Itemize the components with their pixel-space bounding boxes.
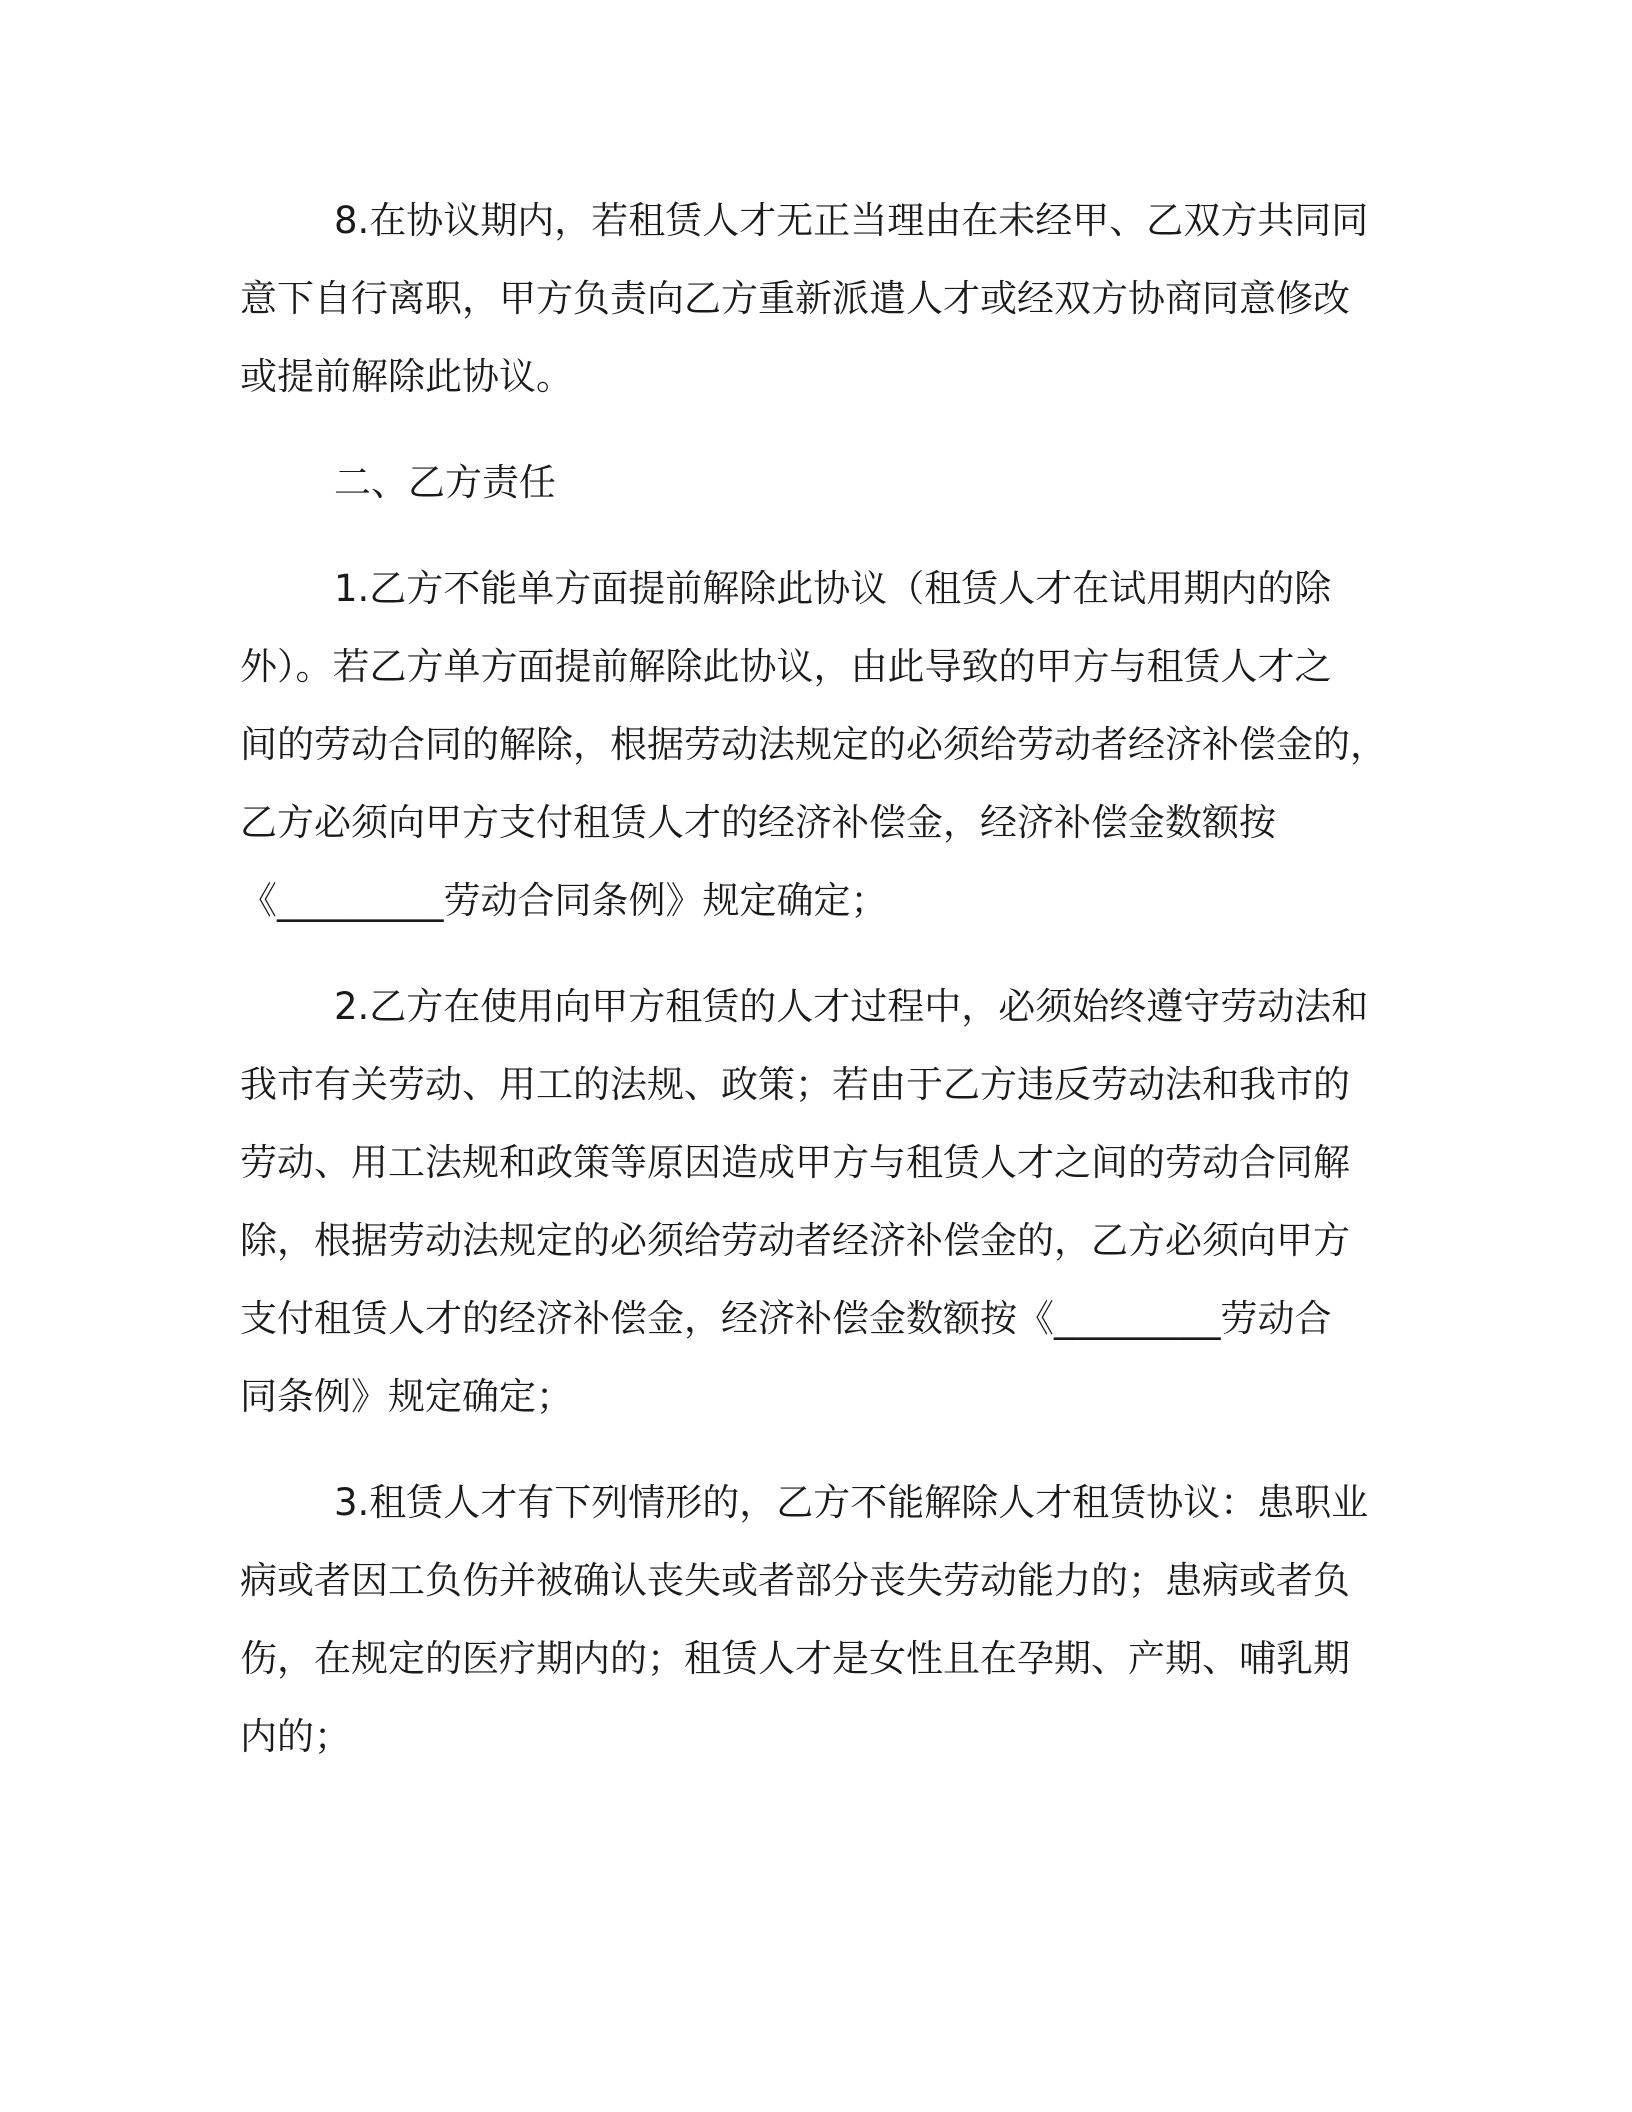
text-line: 1.乙方不能单方面提前解除此协议（租赁人才在试用期内的除 xyxy=(334,567,1332,610)
text-line: 8.在协议期内，若租赁人才无正当理由在未经甲、乙双方共同同 xyxy=(334,199,1369,242)
text-line: 间的劳动合同的解除，根据劳动法规定的必须给劳动者经济补偿金的， xyxy=(240,723,1387,766)
text-line: 外）。若乙方单方面提前解除此协议，由此导致的甲方与租赁人才之 xyxy=(240,645,1332,688)
text-line: 我市有关劳动、用工的法规、政策；若由于乙方违反劳动法和我市的 xyxy=(240,1063,1350,1106)
text-line: 劳动、用工法规和政策等原因造成甲方与租赁人才之间的劳动合同解 xyxy=(240,1141,1350,1184)
text-line: 除，根据劳动法规定的必须给劳动者经济补偿金的，乙方必须向甲方 xyxy=(240,1219,1350,1262)
text-line: 3.租赁人才有下列情形的，乙方不能解除人才租赁协议：患职业 xyxy=(334,1481,1369,1524)
clause-8-paragraph xyxy=(240,182,1380,416)
document-body xyxy=(240,182,1387,1804)
text-line: 内的； xyxy=(240,1715,351,1758)
clause-2-paragraph xyxy=(240,968,1380,1436)
section-heading-text: 二、乙方责任 xyxy=(334,461,556,504)
text-line: 支付租赁人才的经济补偿金，经济补偿金数额按《_________劳动合 xyxy=(240,1297,1332,1340)
text-line: 伤，在规定的医疗期内的；租赁人才是女性且在孕期、产期、哺乳期 xyxy=(240,1637,1350,1680)
text-line: 《_________劳动合同条例》规定确定； xyxy=(240,879,888,922)
clause-1-paragraph xyxy=(240,550,1387,940)
text-line: 同条例》规定确定； xyxy=(240,1375,573,1418)
text-line: 或提前解除此协议。 xyxy=(240,355,573,398)
text-line: 意下自行离职，甲方负责向乙方重新派遣人才或经双方协商同意修改 xyxy=(240,277,1350,320)
clause-3-paragraph xyxy=(240,1464,1380,1776)
text-line: 乙方必须向甲方支付租赁人才的经济补偿金，经济补偿金数额按 xyxy=(240,801,1276,844)
text-line: 2.乙方在使用向甲方租赁的人才过程中，必须始终遵守劳动法和 xyxy=(334,985,1369,1028)
text-line: 病或者因工负伤并被确认丧失或者部分丧失劳动能力的；患病或者负 xyxy=(240,1559,1350,1602)
section-heading xyxy=(240,444,1380,522)
